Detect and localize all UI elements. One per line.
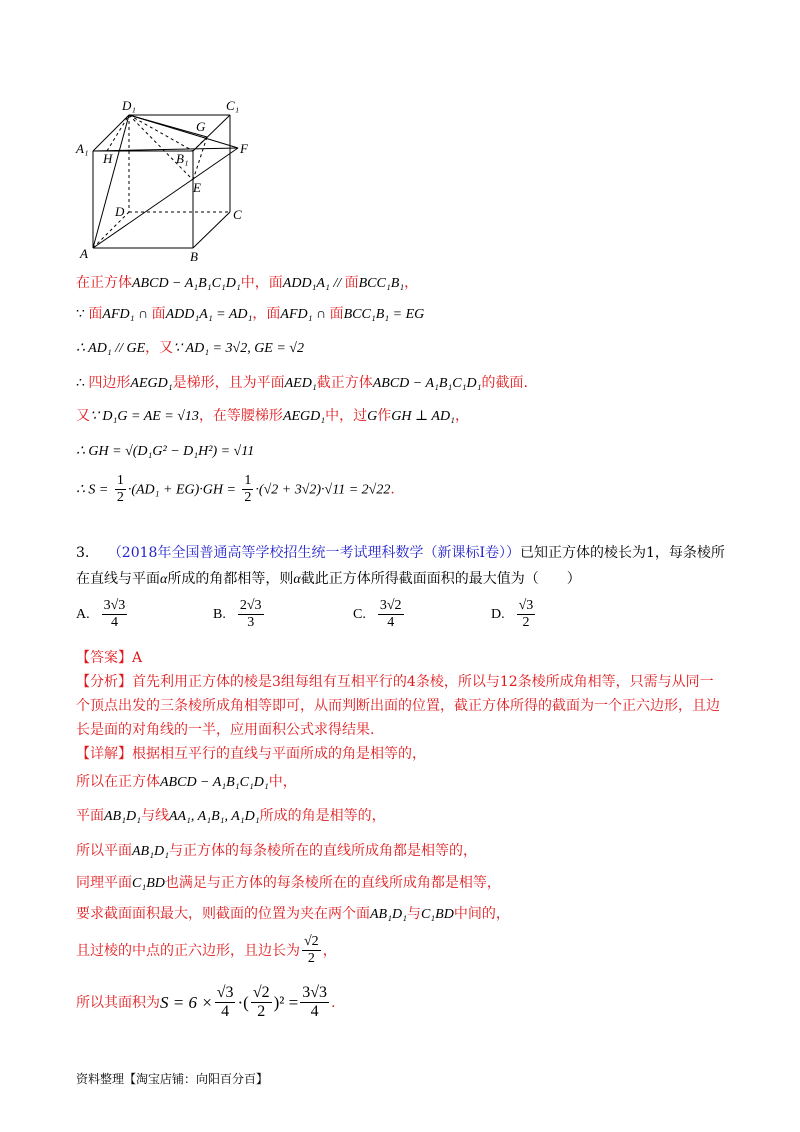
detail-line-1: 【详解】根据相互平行的直线与平面所成的角是相等的， [76,746,426,762]
solution-line-7: ∴ S = $\frac{1}{2}$ ·(AD₁ + EG)·GH = $\frac{1}{2}$ ·(√2 + 3√2)·√11 = 2√22. [76,473,395,505]
solution-line-5: 又∵ D₁G = AE = √13，在等腰梯形AEGD₁中，过G作GH ⊥ AD₁， [76,408,469,424]
solution-line-4: ∴ 四边形AEGD₁是梯形，且为平面AED₁截正方体ABCD − A₁B₁C₁D₁的截面. [76,375,528,391]
option-c[interactable]: C. $\frac{3√2}{4}$ [353,598,402,630]
analysis-line-1: 【分析】首先利用正方体的棱是3组每组有互相平行的4条棱，所以与12条棱所成角相等，只需与从同一 [76,674,714,690]
label-B1: B₁ [176,151,189,166]
detail-line-4: 所以平面AB₁D₁与正方体的每条棱所在的直线所成角都是相等的， [76,843,477,859]
analysis-line-2: 个顶点出发的三条棱所成角相等即可，从而判断出面的位置，截正方体所得的截面为一个正六边形，且边 [76,698,720,714]
label-B: B [190,249,198,264]
option-b[interactable]: B. $\frac{2√3}{3}$ [213,598,262,630]
detail-line-7: 且过棱的中点的正六边形，且边长为 $\frac{√2}{2}$ ， [76,934,337,966]
problem-number: 3. [76,545,90,561]
solution-line-1: 在正方体ABCD − A₁B₁C₁D₁中，面ADD₁A₁ // 面BCC₁B₁， [76,275,419,291]
cube-figure [70,95,260,265]
label-A: A [80,246,88,261]
label-H: H [103,151,113,166]
analysis-line-3: 长是面的对角线的一半，应用面积公式求得结果. [76,722,375,738]
detail-line-3: 平面AB₁D₁与线AA₁, A₁B₁, A₁D₁所成的角是相等的， [76,808,386,824]
detail-line-8: 所以其面积为 S = 6 × $\frac{√3}{4}$ ·( $\frac{√2}{2}$ )² = $\frac{3√3}{4}$ . [76,984,336,1020]
label-D1: D₁ [122,98,136,113]
option-a[interactable]: A. $\frac{3√3}{4}$ [76,598,126,630]
detail-line-6: 要求截面面积最大，则截面的位置为夹在两个面AB₁D₁与C₁BD中间的， [76,906,510,922]
label-A1: A₁ [76,141,89,156]
problem-3-stem-line-2: 在直线与平面α所成的角都相等，则α截此正方体所得截面面积的最大值为（ ） [76,571,581,587]
solution-line-6: ∴ GH = √(D₁G² − D₁H²) = √11 [76,444,255,459]
problem-source: （2018年全国普通高等学校招生统一考试理科数学（新课标I卷）） [107,545,520,561]
answer-line: 【答案】A [76,650,143,666]
solution-line-2: ∵ 面AFD₁ ∩ 面ADD₁A₁ = AD₁，面AFD₁ ∩ 面BCC₁B₁ = EG [76,306,425,322]
option-d[interactable]: D. $\frac{√3}{2}$ [491,598,534,630]
detail-line-5: 同理平面C₁BD也满足与正方体的每条棱所在的直线所成角都是相等， [76,875,501,891]
label-C1: C₁ [226,98,240,113]
detail-line-2: 所以在正方体ABCD − A₁B₁C₁D₁中， [76,774,297,790]
label-D: D [115,204,125,219]
label-C: C [233,207,242,222]
label-F: F [240,141,248,156]
solution-line-3: ∴ AD₁ // GE，又∵ AD₁ = 3√2, GE = √2 [76,340,304,356]
label-G: G [196,119,206,134]
label-E: E [193,180,201,195]
problem-3-stem-line-1: 3. （2018年全国普通高等学校招生统一考试理科数学（新课标I卷））已知正方体的棱长为1，每条棱所 [76,545,725,561]
page-footer: 资料整理【淘宝店铺：向阳百分百】 [76,1072,269,1086]
